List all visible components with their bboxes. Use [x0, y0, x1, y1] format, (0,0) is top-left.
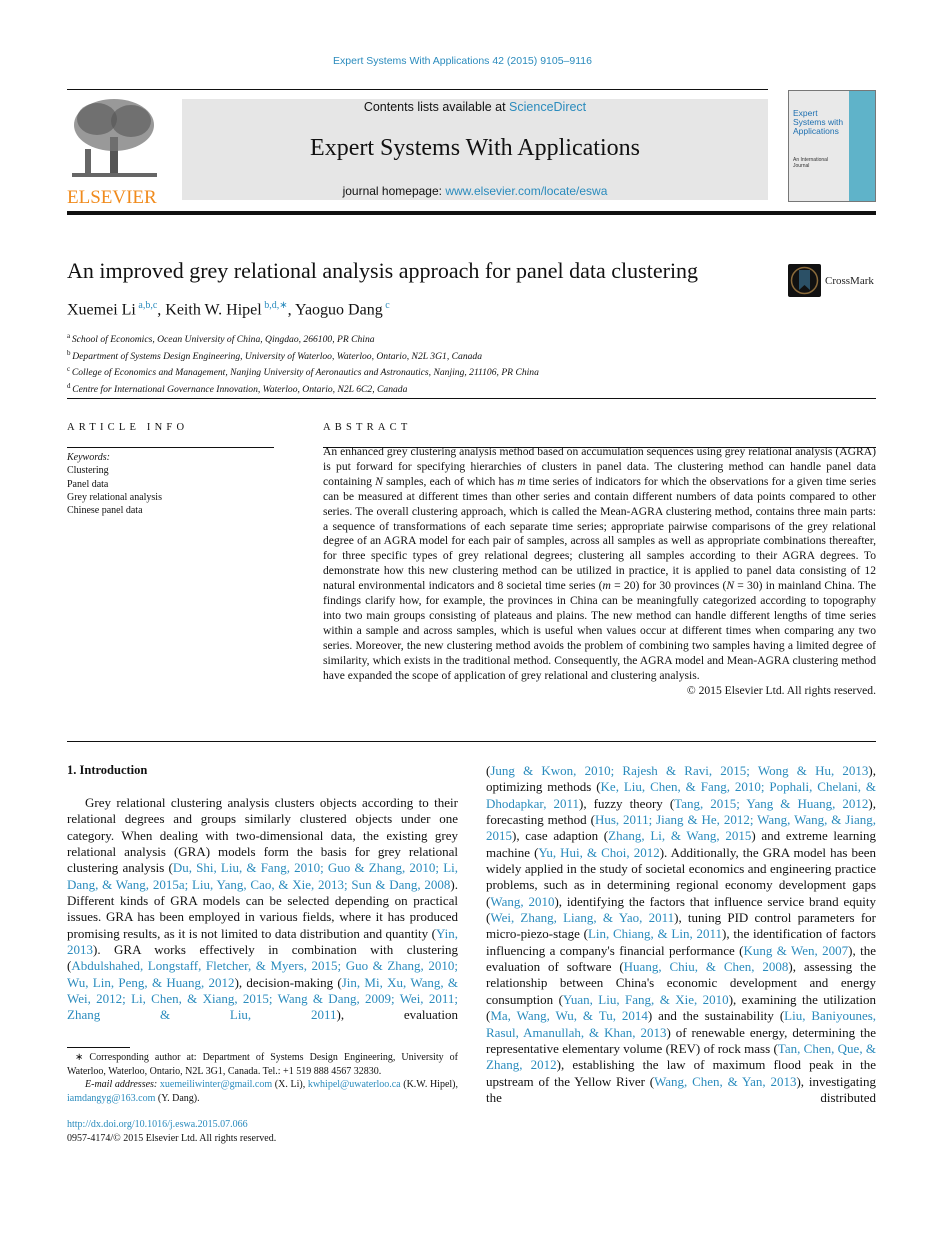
- divider: [67, 447, 274, 448]
- body-text: ), case adaption (: [512, 828, 609, 844]
- author-affiliation-marker[interactable]: c: [382, 300, 390, 311]
- separator: ,: [287, 301, 295, 319]
- affiliation-text: College of Economics and Management, Nanjing University of Aeronautics and Astronautics, Nanjing, 211106, PR China: [71, 367, 539, 379]
- affiliation: [67, 380, 539, 397]
- affiliation: [67, 347, 539, 364]
- email-link[interactable]: iamdangyg@163.com: [67, 1092, 156, 1104]
- elsevier-logo: [67, 97, 162, 208]
- corresponding-author-note: ∗ Corresponding author at: Department of Systems Design Engineering, University of Waterloo, Waterloo, Ontario, N2L 3G1, Canada. Tel.: +1 519 888 4567 32830.: [67, 1052, 458, 1077]
- citation-link[interactable]: Wei, Zhang, Liang, & Yao, 2011: [490, 910, 675, 926]
- cover-icon-strip: [849, 91, 875, 201]
- body-text: samples, each of which has: [382, 474, 518, 488]
- body-text: ). Additionally, the GRA model has been widely applied in the study of societal economics and engineering practice problems, such as in determining regional economy development gaps (: [486, 844, 876, 909]
- affiliation-marker: b: [67, 348, 73, 357]
- intro-column-right: [486, 763, 876, 1106]
- body-text: ), optimizing methods (: [486, 763, 876, 795]
- affiliation-text: Centre for International Governance Innovation, Waterloo, Ontario, N2L 6C2, Canada: [72, 383, 408, 395]
- keywords-label: Keywords:: [67, 452, 110, 463]
- sciencedirect-link[interactable]: ScienceDirect: [509, 100, 587, 114]
- citation-link[interactable]: Tang, 2015; Yang & Huang, 2012: [674, 795, 869, 811]
- divider: [67, 741, 876, 742]
- divider: [67, 89, 768, 90]
- citation-link[interactable]: Lin, Chiang, & Lin, 2011: [587, 926, 722, 942]
- citation-link[interactable]: Huang, Chiu, & Chen, 2008: [623, 959, 789, 975]
- citation-link[interactable]: Wang, Chen, & Yan, 2013: [654, 1073, 797, 1089]
- keyword: Chinese panel data: [67, 505, 143, 517]
- body-text: (: [486, 763, 491, 778]
- keyword: Grey relational analysis: [67, 491, 162, 503]
- abstract-heading: ABSTRACT: [323, 422, 412, 433]
- citation-link[interactable]: Yin, 2013: [67, 925, 458, 958]
- affiliation-marker: c: [67, 365, 72, 374]
- contents-line: [182, 100, 768, 114]
- math-variable: m: [602, 579, 611, 593]
- body-text: ), identifying the factors that influence service brand equity (: [486, 893, 877, 926]
- homepage-link[interactable]: www.elsevier.com/locate/eswa: [445, 184, 608, 198]
- journal-banner: [182, 99, 768, 200]
- body-text: ) and extreme learning machine (: [486, 828, 877, 860]
- affiliation-text: Department of Systems Design Engineering, University of Waterloo, Waterloo, Ontario, N2L 3G1, Canada: [72, 350, 483, 362]
- math-variable: m: [517, 474, 526, 488]
- citation-link[interactable]: Ma, Wang, Wu, & Tu, 2014: [490, 1008, 648, 1024]
- doi-block: [67, 1118, 276, 1146]
- article-title: An improved grey relational analysis approach for panel data clustering: [67, 258, 699, 283]
- math-variable: N: [726, 579, 735, 593]
- abstract: [323, 445, 876, 698]
- author-affiliation-marker[interactable]: a,b,c: [135, 300, 158, 311]
- cover-subtitle: An International Journal: [793, 157, 829, 169]
- body-text: ), the identification of factors influencing a company's financial performance (: [486, 926, 876, 958]
- homepage-prefix: journal homepage:: [342, 184, 446, 198]
- separator: ,: [157, 301, 166, 319]
- citation-link[interactable]: Hus, 2011; Jiang & He, 2012; Wang, Wang, & Jiang, 2015: [486, 812, 877, 844]
- journal-citation[interactable]: Expert Systems With Applications 42 (2015) 9105–9116: [333, 55, 592, 67]
- body-text: ) and the sustainability (: [647, 1008, 785, 1024]
- intro-column-left: [67, 795, 458, 1024]
- citation-link[interactable]: Yu, Hui, & Choi, 2012: [538, 844, 660, 860]
- email-label: E-mail addresses:: [85, 1079, 158, 1091]
- citation-link[interactable]: Du, Shi, Liu, & Fang, 2010; Guo & Zhang, 2010; Li, Dang, & Wang, 2015a; Liu, Yang, Cao, & Xie, 2013; Sun & Dang, 2008: [67, 860, 458, 892]
- footnotes: [67, 1051, 458, 1105]
- math-variable: N: [375, 474, 383, 488]
- cover-title: Expert Systems with Applications: [793, 108, 844, 136]
- crossmark-icon[interactable]: [788, 264, 821, 297]
- abstract-copyright: © 2015 Elsevier Ltd. All rights reserved.: [686, 683, 876, 697]
- citation-link[interactable]: Jung & Kwon, 2010; Rajesh & Ravi, 2015; Wong & Hu, 2013: [490, 763, 869, 778]
- publisher-wordmark: ELSEVIER: [67, 187, 157, 208]
- body-text: ). Different kinds of GRA models can be selected depending on practical issues. GRA has been employed in various fields, where it has produced promising results, as it is not limited to data distribution and quantity (: [67, 876, 458, 941]
- body-text: ), decision-making (: [234, 974, 342, 990]
- email-owner: (K.W. Hipel),: [400, 1079, 459, 1091]
- section-heading-introduction: 1. Introduction: [67, 763, 148, 777]
- affiliation-marker: d: [67, 381, 73, 390]
- citation-link[interactable]: Liu, Baniyounes, Rasul, Amanullah, & Khan, 2013: [486, 1008, 877, 1040]
- issn-copyright: 0957-4174/© 2015 Elsevier Ltd. All rights reserved.: [67, 1133, 277, 1144]
- email-link[interactable]: kwhipel@uwaterloo.ca: [307, 1079, 401, 1091]
- elsevier-tree-icon: [67, 97, 162, 181]
- email-link[interactable]: xuemeiliwinter@gmail.com: [159, 1079, 273, 1091]
- homepage-line: [182, 184, 768, 198]
- article-info-heading: ARTICLE INFO: [67, 422, 189, 433]
- author-list: [67, 300, 390, 319]
- body-text: = 20) for 30 provinces (: [610, 579, 727, 593]
- crossmark-label[interactable]: CrossMark: [825, 275, 874, 287]
- citation-link[interactable]: Wang, 2010: [490, 893, 555, 909]
- body-text: ), tuning PID control parameters for micro-piezo-stage (: [486, 910, 876, 942]
- affiliation-text: School of Economics, Ocean University of China, Qingdao, 266100, PR China: [71, 334, 375, 346]
- contents-prefix: Contents lists available at: [363, 100, 510, 114]
- email-addresses: [67, 1078, 458, 1105]
- body-text: ) of renewable energy, determining the representative elementary volume (REV) of rock mass (: [486, 1024, 876, 1056]
- body-text: ), the evaluation of software (: [486, 942, 877, 975]
- body-text: ), investigating the distributed: [486, 1073, 876, 1105]
- body-text: = 30) in mainland China. The findings clarify how, for example, the provinces in China can be meaningfully categorized according to topography into two main groups consisting of plateaus and plains. The new method can handle different lengths of time series within a sample and across samples, which is useful when values occur at different times when comparing any two series. Moreover, the new clustering method avoids the problem of combining two samples having a limited degree of similarity, which exists in the traditional method. Consequently, the AGRA model and Mean-AGRA clustering method have expanded the scope of application of grey relational and clustering analysis.: [323, 579, 877, 682]
- body-text: ), forecasting method (: [486, 795, 876, 828]
- affiliations: [67, 330, 539, 396]
- author-affiliation-marker[interactable]: b,d,∗: [261, 300, 288, 311]
- citation-link[interactable]: Yuan, Liu, Fang, & Xie, 2010: [562, 991, 729, 1007]
- header-divider: [67, 211, 876, 215]
- author-name: Xuemei Li: [67, 301, 136, 319]
- citation-link[interactable]: Kung & Wen, 2007: [743, 942, 849, 958]
- journal-title: Expert Systems With Applications: [310, 135, 640, 161]
- affiliation-marker: a: [67, 332, 72, 340]
- body-text: ), examining the utilization (: [486, 991, 876, 1024]
- keywords: [67, 451, 162, 517]
- body-text: ), assessing the relationship between China's economic development and energy consumption (: [486, 959, 876, 1007]
- body-text: time series of indicators for which the observations for a given time series can be measured at different times than other series and contain different numbers of data points compared to other series. The overall clustering approach, which is called the Mean-AGRA clustering method, contains three main parts: a sequence of transformations of each separate time series; appropriate pairwise comparisons of the grey relational degree of an AGRA model for each pair of samples, across all samples as well as appropriate combinations thereafter, for three specific types of grey relational degrees; clustering all samples according to their AGRA degrees. To demonstrate how this new clustering method can be utilized in practice, it is applied to panel data consisting of 12 natural environmental indicators and 8 societal time series (: [323, 474, 876, 593]
- body-text: An enhanced grey clustering analysis method based on accumulation sequences using grey relational analysis (AGRA) is put forward for specifying hierarchies of clusters in panel data. The clustering method can handle panel data containing: [323, 445, 876, 488]
- body-text: Grey relational clustering analysis clusters objects according to their relational degrees and groups similarly clustered objects under one category. When dealing with two-dimensional data, the existing grey relational analysis (GRA) models form the basis for grey relational clustering analysis (: [67, 795, 458, 876]
- divider: [67, 398, 876, 399]
- footnote-divider: [67, 1047, 130, 1048]
- keyword: Panel data: [67, 478, 109, 490]
- body-text: ), fuzzy theory (: [579, 795, 675, 811]
- body-text: ), evaluation: [336, 1007, 458, 1023]
- doi-link[interactable]: http://dx.doi.org/10.1016/j.eswa.2015.07.066: [67, 1119, 248, 1130]
- citation-link[interactable]: Tan, Chen, Que, & Zhang, 2012: [486, 1040, 876, 1073]
- affiliation: [67, 363, 539, 380]
- email-owner: (X. Li),: [272, 1079, 308, 1091]
- citation-link[interactable]: Zhang, Li, & Wang, 2015: [608, 828, 752, 844]
- body-text: ). GRA works effectively in combination with clustering (: [67, 942, 458, 974]
- email-owner: (Y. Dang).: [155, 1092, 200, 1104]
- body-text: ), establishing the law of maximum flood peak in the upstream of the Yellow River (: [486, 1057, 877, 1089]
- author-name: Keith W. Hipel: [165, 301, 262, 319]
- keyword: Clustering: [67, 465, 109, 477]
- journal-cover[interactable]: [788, 90, 876, 202]
- citation-link[interactable]: Abdulshahed, Longstaff, Fletcher, & Myers, 2015; Guo & Zhang, 2010; Wu, Lin, Peng, & Huang, 2012: [67, 958, 458, 990]
- citation-link[interactable]: Jin, Mi, Xu, Wang, & Wei, 2012; Li, Chen, & Xiang, 2015; Wang & Dang, 2009; Wei, 2011; Zhang & Liu, 2011: [67, 974, 459, 1023]
- abstract-text: [323, 445, 876, 684]
- author-name: Yaoguo Dang: [295, 301, 383, 319]
- citation-link[interactable]: Ke, Liu, Chen, & Fang, 2010; Pophali, Chelani, & Dhodapkar, 2011: [486, 779, 876, 811]
- affiliation: [67, 330, 539, 347]
